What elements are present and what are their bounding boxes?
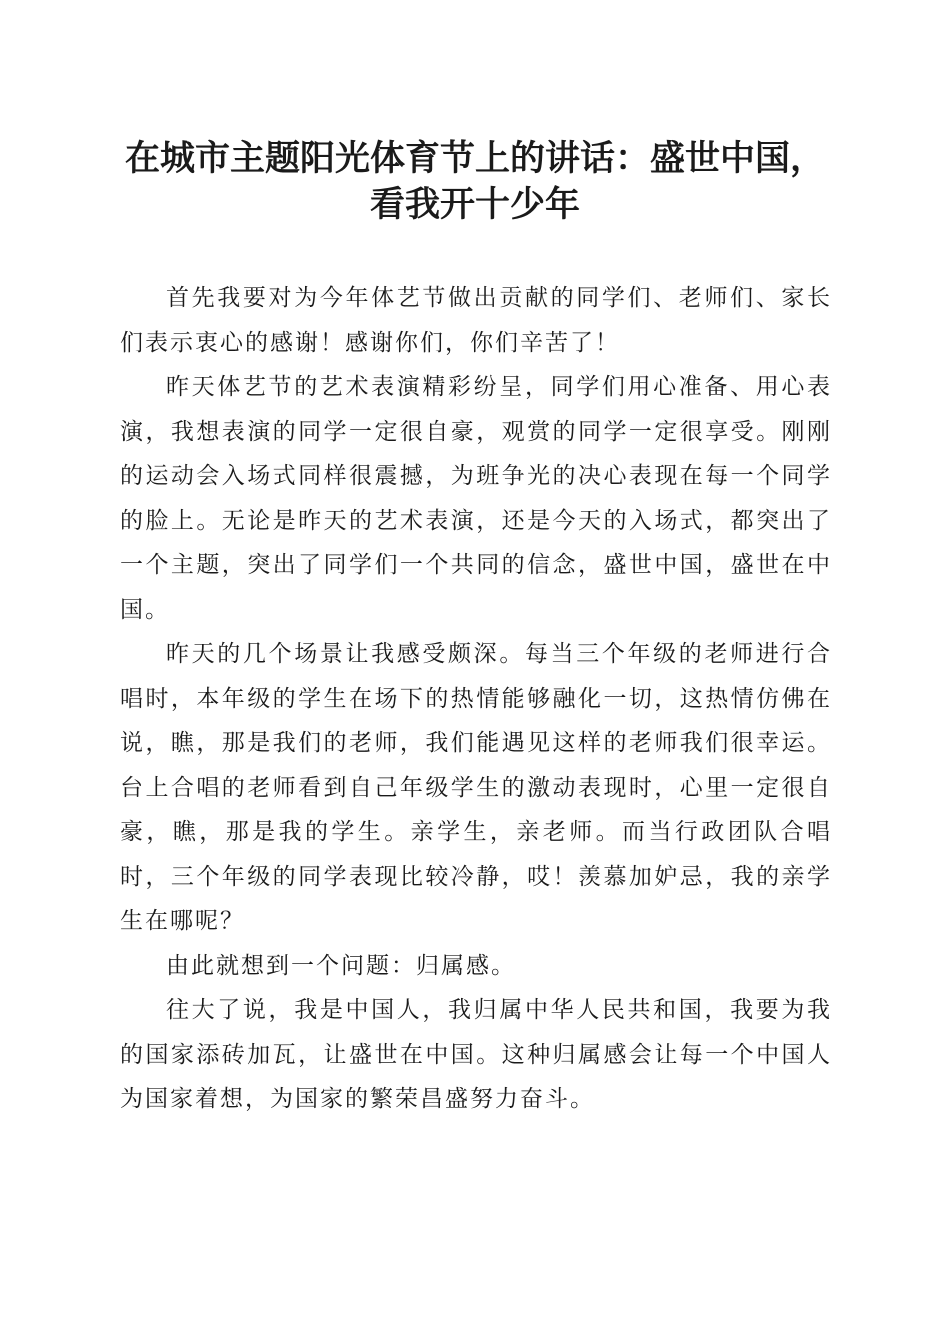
paragraph: 昨天体艺节的艺术表演精彩纷呈，同学们用心准备、用心表演，我想表演的同学一定很自豪，观赏的同学一定很享受。刚刚的运动会入场式同样很震撼，为班争光的决心表现在每一个同学的脸上。无论是昨天的艺术表演，还是今天的入场式，都突出了一个主题，突出了同学们一个共同的信念，盛世中国，盛世在中国。 xyxy=(120,374,832,623)
paragraph: 由此就想到一个问题：归属感。 xyxy=(166,952,516,979)
title-line-2: 看我开十少年 xyxy=(369,184,580,225)
paragraph: 昨天的几个场景让我感受颇深。每当三个年级的老师进行合唱时，本年级的学生在场下的热情能够融化一切，这热情仿佛在说，瞧，那是我们的老师，我们能遇见这样的老师我们很幸运。台上合唱的老师看到自己年级学生的激动表现时，心里一定很自豪，瞧，那是我的学生。亲学生，亲老师。而当行政团队合唱时，三个年级的同学表现比较冷静，哎！羡慕加妒忌，我的亲学生在哪呢？ xyxy=(120,641,832,934)
document-title xyxy=(60,136,890,228)
paragraph: 首先我要对为今年体艺节做出贡献的同学们、老师们、家长们表示衷心的感谢！感谢你们，你们辛苦了！ xyxy=(120,285,832,356)
title-line-1: 在城市主题阳光体育节上的讲话：盛世中国， xyxy=(124,138,825,179)
paragraph: 往大了说，我是中国人，我归属中华人民共和国，我要为我的国家添砖加瓦，让盛世在中国。这种归属感会让每一个中国人为国家着想，为国家的繁荣昌盛努力奋斗。 xyxy=(120,997,832,1112)
document-body xyxy=(120,276,832,1122)
